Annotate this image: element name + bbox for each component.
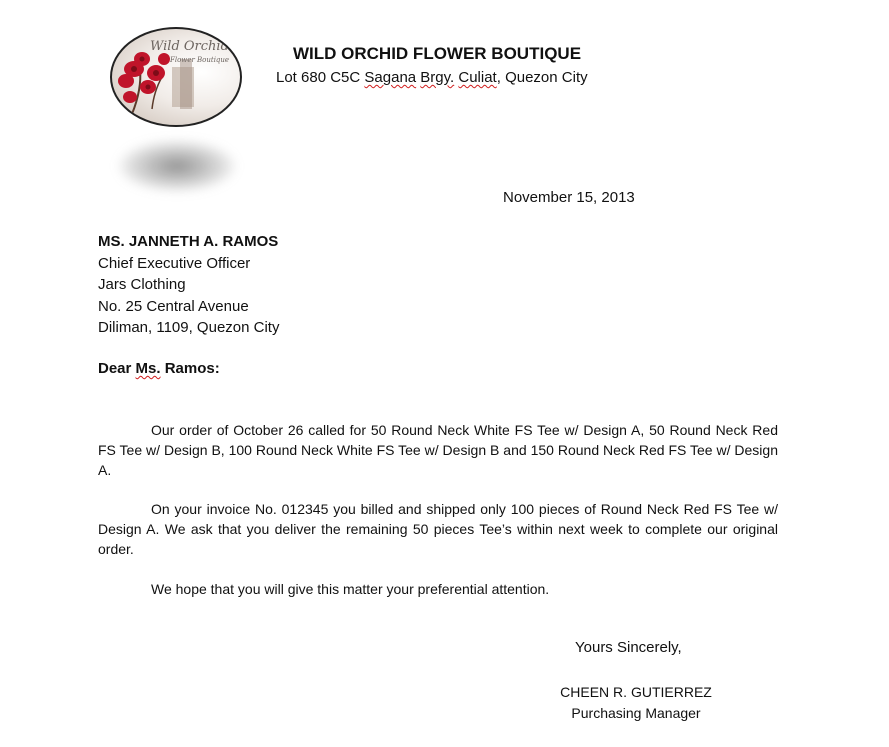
company-address <box>276 69 588 86</box>
closing: Yours Sincerely, <box>575 639 682 656</box>
recipient-city: Diliman, 1109, Quezon City <box>98 319 280 336</box>
address-city: , Quezon City <box>496 69 588 86</box>
address-culiat: Culiat <box>458 69 497 86</box>
body-paragraph-3: We hope that you will give this matter your preferential attention. <box>151 581 550 597</box>
recipient-block <box>98 231 279 339</box>
salutation-name: Ramos: <box>160 360 220 377</box>
letter-date: November 15, 2013 <box>503 189 635 206</box>
signature-block <box>558 682 714 724</box>
address-sagana: Sagana <box>364 69 417 86</box>
company-name: WILD ORCHID FLOWER BOUTIQUE <box>293 44 582 63</box>
recipient-company: Jars Clothing <box>98 276 186 293</box>
logo-shadow <box>118 140 236 192</box>
body-paragraph-2: On your invoice No. 012345 you billed and shipped only 100 pieces of Round Neck Red FS Tee w/ Design A. We ask that you deliver the remaining 50 pieces Tee’s within next week to complete our original order. <box>98 501 778 557</box>
recipient-title: Chief Executive Officer <box>98 254 251 272</box>
salutation <box>98 360 220 377</box>
body-paragraph-1: Our order of October 26 called for 50 Round Neck White FS Tee w/ Design A, 50 Round Neck Red FS Tee w/ Design B, 100 Round Neck White FS Tee w/ Design B and 150 Round Neck Red FS Tee w/ Design A. <box>98 422 778 478</box>
salutation-dear: Dear <box>98 360 136 377</box>
recipient-street: No. 25 Central Avenue <box>98 297 249 315</box>
salutation-ms: Ms. <box>135 360 161 377</box>
signer-name: CHEEN R. GUTIERREZ <box>560 684 712 700</box>
company-logo <box>110 27 242 127</box>
logo-subtitle: Flower Boutique <box>170 56 230 64</box>
recipient-name: MS. JANNETH A. RAMOS <box>98 233 279 250</box>
signer-title: Purchasing Manager <box>571 705 701 721</box>
address-lot: Lot 680 C5C <box>276 69 361 86</box>
address-brgy: Brgy. <box>420 69 455 86</box>
logo-title: Wild Orchid <box>150 39 229 54</box>
